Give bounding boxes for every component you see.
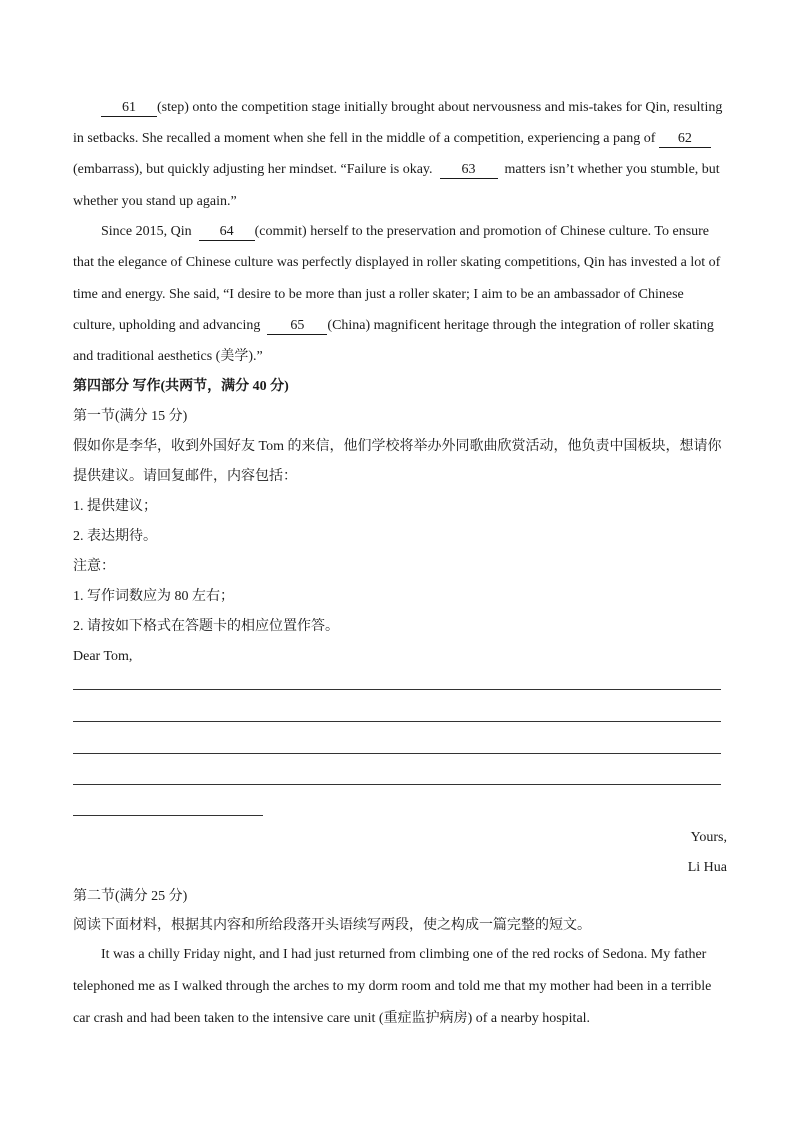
passage-line: It was a chilly Friday night, and I had just returned from climbing one of the red rocks of Sedona. My father: [101, 947, 707, 962]
passage-line: [73, 160, 728, 180]
section-heading: 第二节(满分 25 分): [73, 889, 188, 904]
answer-blank-61[interactable]: 61: [101, 100, 157, 117]
letter-closing: Yours,: [690, 830, 727, 845]
passage-line: [73, 316, 728, 336]
passage-text: (embarrass), but quickly adjusting her mindset. “Failure is okay.: [73, 162, 433, 177]
letter-salutation: Dear Tom,: [73, 649, 133, 664]
prompt-line: 提供建议。请回复邮件，内容包括：: [73, 469, 297, 484]
writing-line[interactable]: [73, 721, 721, 722]
answer-blank-65[interactable]: 65: [267, 318, 327, 335]
writing-line[interactable]: [73, 815, 263, 816]
passage-text: Since 2015, Qin: [101, 224, 192, 239]
instruction-line: 阅读下面材料，根据其内容和所给段落开头语续写两段，使之构成一篇完整的短文。: [73, 918, 591, 933]
answer-blank-62[interactable]: 62: [659, 131, 711, 148]
passage-line: telephoned me as I walked through the arches to my dorm room and told me that my mother had been in a terrible: [73, 979, 712, 994]
passage-text: in setbacks. She recalled a moment when she fell in the middle of a competition, experiencing a pang of: [73, 131, 656, 146]
requirement-item: 1. 提供建议；: [73, 499, 157, 514]
passage-text: culture, upholding and advancing: [73, 318, 261, 333]
answer-blank-63[interactable]: 63: [440, 162, 498, 179]
passage-line: car crash and had been taken to the intensive care unit (重症监护病房) of a nearby hospital.: [73, 1011, 591, 1026]
part-heading: 第四部分 写作(共两节，满分 40 分): [73, 379, 289, 394]
letter-signature: Li Hua: [687, 860, 727, 875]
passage-line: and traditional aesthetics (美学).”: [73, 349, 263, 364]
passage-text: matters isn’t whether you stumble, but: [504, 162, 720, 177]
prompt-line: 假如你是李华，收到外国好友 Tom 的来信，他们学校将举办外同歌曲欣赏活动，他负责中国板块，想请你: [73, 439, 722, 454]
writing-line[interactable]: [73, 689, 721, 690]
answer-blank-64[interactable]: 64: [199, 224, 255, 241]
passage-line: time and energy. She said, “I desire to be more than just a roller skater; I aim to be an ambassador of Chinese: [73, 287, 684, 302]
passage-text: (step) onto the competition stage initially brought about nervousness and mis-takes for Qin, resulting: [157, 100, 723, 115]
note-item: 1. 写作词数应为 80 左右；: [73, 589, 234, 604]
passage-text: (China) magnificent heritage through the integration of roller skating: [327, 318, 714, 333]
writing-line[interactable]: [73, 784, 721, 785]
section-heading: 第一节(满分 15 分): [73, 409, 188, 424]
note-item: 2. 请按如下格式在答题卡的相应位置作答。: [73, 619, 339, 634]
passage-line: [73, 129, 728, 149]
requirement-item: 2. 表达期待。: [73, 529, 157, 544]
passage-line: whether you stand up again.”: [73, 194, 237, 209]
passage-line: [73, 98, 728, 118]
passage-line: that the elegance of Chinese culture was perfectly displayed in roller skating competitions, Qin has invested a lot of: [73, 255, 721, 270]
passage-text: (commit) herself to the preservation and promotion of Chinese culture. To ensure: [254, 224, 710, 239]
note-label: 注意：: [73, 559, 115, 574]
writing-line[interactable]: [73, 753, 721, 754]
passage-line: [101, 222, 728, 242]
